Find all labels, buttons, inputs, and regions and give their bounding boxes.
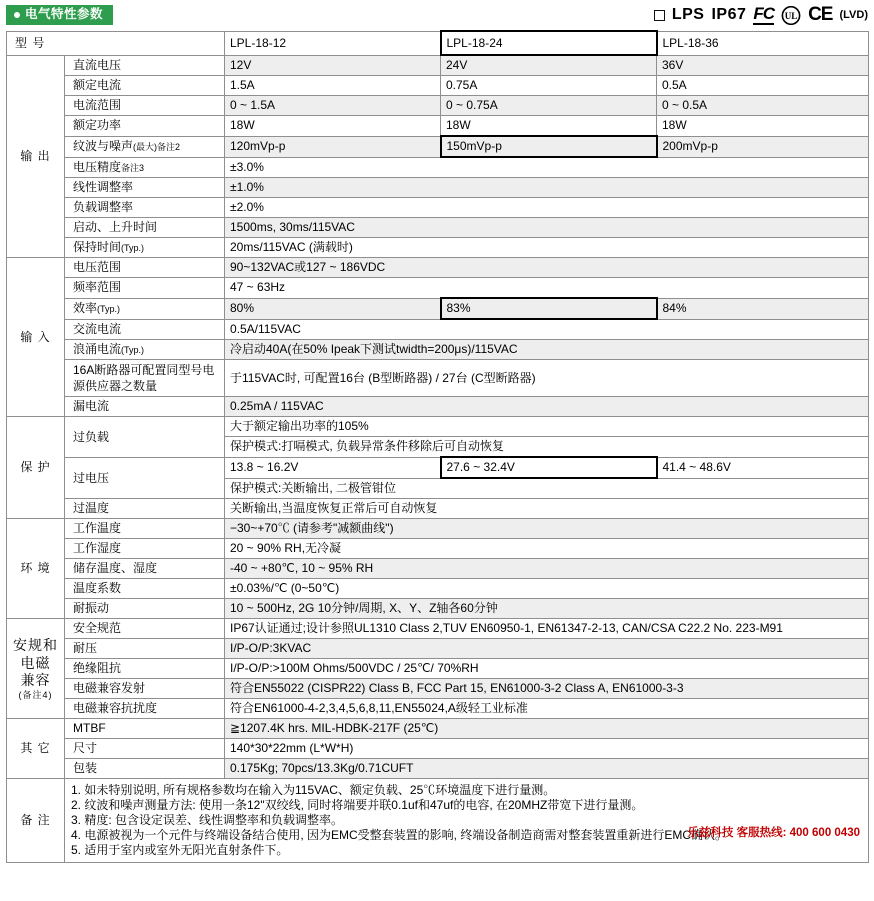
spec-value-3: 36V — [657, 55, 869, 76]
spec-item-label: 16A断路器可配置同型号电源供应器之数量 — [65, 360, 225, 397]
spec-item-label: 尺寸 — [65, 739, 225, 759]
table-row — [7, 457, 869, 478]
table-row — [7, 719, 869, 739]
spec-value: 0.5A/115VAC — [225, 319, 869, 340]
spec-value: ±2.0% — [225, 198, 869, 218]
note-line-4: 4. 电源被视为一个元件与终端设备结合使用, 因为EMC受整套装置的影响, 终端设备制造商需对整套装置重新进行EMC确认。 — [71, 828, 728, 843]
spec-value: 140*30*22mm (L*W*H) — [225, 739, 869, 759]
spec-value: ±3.0% — [225, 157, 869, 178]
category-safety: 安规和 电磁 兼容 (备注4) — [7, 619, 65, 719]
spec-value-1: 120mVp-p — [225, 136, 441, 157]
spec-item-label: 直流电压 — [65, 55, 225, 76]
spec-value-3: 18W — [657, 116, 869, 137]
spec-value: 1500ms, 30ms/115VAC — [225, 218, 869, 238]
spec-value-2: 27.6 ~ 32.4V — [441, 457, 657, 478]
category-protection: 保 护 — [7, 417, 65, 519]
spec-value-3: 0.5A — [657, 76, 869, 96]
certification-marks — [654, 4, 868, 26]
spec-value: IP67认证通过;设计参照UL1310 Class 2,TUV EN60950-1, EN61347-2-13, CAN/CSA C22.2 No. 223-M91 — [225, 619, 869, 639]
category-output: 输 出 — [7, 55, 65, 258]
table-row — [7, 539, 869, 559]
lps-mark: LPS — [671, 6, 705, 23]
table-row — [7, 258, 869, 278]
spec-item-label: 漏电流 — [65, 397, 225, 417]
table-row — [7, 136, 869, 157]
spec-value: 90~132VAC或127 ~ 186VDC — [225, 258, 869, 278]
table-header-row — [7, 31, 869, 55]
spec-item-label: 耐压 — [65, 639, 225, 659]
spec-item-label: 频率范围 — [65, 278, 225, 299]
table-row — [7, 340, 869, 360]
spec-value-2: 150mVp-p — [441, 136, 657, 157]
spec-value-3: 84% — [657, 298, 869, 319]
spec-value: 10 ~ 500Hz, 2G 10分钟/周期, X、Y、Z轴各60分钟 — [225, 599, 869, 619]
model-name-2: LPL-18-24 — [441, 31, 657, 55]
note-line-1: 1. 如未特别说明, 所有规格参数均在输入为115VAC、额定负载、25℃环境温度下进行量测。 — [71, 783, 556, 798]
table-row — [7, 759, 869, 779]
svg-text:UL: UL — [784, 10, 798, 21]
table-row — [7, 298, 869, 319]
lvd-label: (LVD) — [839, 9, 868, 21]
remark-row — [7, 779, 869, 863]
spec-value-3: 0 ~ 0.5A — [657, 96, 869, 116]
category-input: 输 入 — [7, 258, 65, 417]
fcc-icon: FC — [753, 4, 775, 23]
table-row — [7, 116, 869, 137]
spec-value: 于115VAC时, 可配置16台 (B型断路器) / 27台 (C型断路器) — [225, 360, 869, 397]
table-row — [7, 579, 869, 599]
spec-value: ±1.0% — [225, 178, 869, 198]
spec-item-label: 温度系数 — [65, 579, 225, 599]
spec-item-label: 浪涌电流(Typ.) — [65, 340, 225, 360]
spec-value: 47 ~ 63Hz — [225, 278, 869, 299]
section-title-label: 电气特性参数 — [25, 7, 104, 22]
note-line-2: 2. 纹波和噪声测量方法: 使用一条12"双绞线, 同时将端要并联0.1uf和47uf的电容, 在20MHZ带宽下进行量测。 — [71, 798, 644, 813]
ul-icon — [781, 6, 801, 25]
spec-value: ≧1207.4K hrs. MIL-HDBK-217F (25℃) — [225, 719, 869, 739]
spec-item-label: 线性调整率 — [65, 178, 225, 198]
table-row — [7, 55, 869, 76]
spec-value: I/P-O/P:3KVAC — [225, 639, 869, 659]
spec-value: I/P-O/P:>100M Ohms/500VDC / 25℃/ 70%RH — [225, 659, 869, 679]
spec-value-1: 1.5A — [225, 76, 441, 96]
spec-value-2: 0 ~ 0.75A — [441, 96, 657, 116]
table-row — [7, 76, 869, 96]
table-row — [7, 360, 869, 397]
table-row — [7, 198, 869, 218]
table-row — [7, 619, 869, 639]
spec-value: −30~+70℃ (请参考"减额曲线") — [225, 519, 869, 539]
table-row — [7, 739, 869, 759]
table-body — [7, 31, 869, 863]
spec-value: 0.175Kg; 70pcs/13.3Kg/0.71CUFT — [225, 759, 869, 779]
spec-value-3: 200mVp-p — [657, 136, 869, 157]
service-hotline: 乐兹科技 客服热线: 400 600 0430 — [687, 827, 860, 839]
spec-item-label: 电磁兼容抗扰度 — [65, 699, 225, 719]
note-line-5: 5. 适用于室内或室外无阳光直射条件下。 — [71, 843, 289, 858]
category-environment: 环 境 — [7, 519, 65, 619]
spec-value-1: 80% — [225, 298, 441, 319]
category-other: 其 它 — [7, 719, 65, 779]
section-title-tab — [6, 5, 113, 25]
table-row — [7, 499, 869, 519]
table-row — [7, 238, 869, 258]
category-remark: 备 注 — [7, 779, 65, 863]
table-row — [7, 639, 869, 659]
spec-item-label: 额定功率 — [65, 116, 225, 137]
table-row — [7, 319, 869, 340]
spec-value: 20ms/115VAC (满载时) — [225, 238, 869, 258]
page-header — [6, 4, 868, 26]
spec-value-1: 0 ~ 1.5A — [225, 96, 441, 116]
table-row — [7, 218, 869, 238]
bullet-icon — [14, 12, 20, 18]
spec-item-label: 耐振动 — [65, 599, 225, 619]
table-row — [7, 397, 869, 417]
spec-value-1: 18W — [225, 116, 441, 137]
spec-item-label: 包装 — [65, 759, 225, 779]
spec-value: 关断输出,当温度恢复正常后可自动恢复 — [225, 499, 869, 519]
spec-value: -40 ~ +80℃, 10 ~ 95% RH — [225, 559, 869, 579]
spec-value-2: 24V — [441, 55, 657, 76]
spec-value: 0.25mA / 115VAC — [225, 397, 869, 417]
table-row — [7, 599, 869, 619]
spec-item-label: 电压范围 — [65, 258, 225, 278]
spec-item-label: MTBF — [65, 719, 225, 739]
table-row — [7, 278, 869, 299]
spec-value-2: 83% — [441, 298, 657, 319]
spec-item-label: 安全规范 — [65, 619, 225, 639]
header-left — [6, 5, 113, 25]
notes-cell — [65, 779, 869, 863]
spec-value: 保护模式:打嗝模式, 负载异常条件移除后可自动恢复 — [225, 437, 869, 458]
spec-item-label: 启动、上升时间 — [65, 218, 225, 238]
model-name-3: LPL-18-36 — [657, 31, 869, 55]
spec-item-label: 过温度 — [65, 499, 225, 519]
spec-value: ±0.03%/℃ (0~50℃) — [225, 579, 869, 599]
checkbox-icon — [654, 10, 665, 21]
spec-value: 20 ~ 90% RH,无冷凝 — [225, 539, 869, 559]
note-line-3: 3. 精度: 包含设定误差、线性调整率和负载调整率。 — [71, 813, 344, 828]
ip67-mark: IP67 — [711, 6, 747, 23]
spec-item-label: 交流电流 — [65, 319, 225, 340]
table-row — [7, 417, 869, 437]
spec-item-label: 电压精度备注3 — [65, 157, 225, 178]
spec-item-label: 额定电流 — [65, 76, 225, 96]
table-row — [7, 659, 869, 679]
spec-item-label: 绝缘阻抗 — [65, 659, 225, 679]
spec-item-label: 电磁兼容发射 — [65, 679, 225, 699]
table-row — [7, 679, 869, 699]
model-label-cell: 型 号 — [7, 31, 225, 55]
model-name-1: LPL-18-12 — [225, 31, 441, 55]
spec-item-label: 工作湿度 — [65, 539, 225, 559]
spec-value-2: 0.75A — [441, 76, 657, 96]
spec-value: 大于额定输出功率的105% — [225, 417, 869, 437]
spec-value: 保护模式:关断输出, 二极管钳位 — [225, 478, 869, 499]
spec-item-label: 纹波与噪声(最大)备注2 — [65, 136, 225, 157]
ce-icon: CE — [808, 4, 833, 25]
spec-item-label: 负载调整率 — [65, 198, 225, 218]
spec-item-label: 过电压 — [65, 457, 225, 499]
spec-item-label: 过负载 — [65, 417, 225, 458]
spec-item-label: 保持时间(Typ.) — [65, 238, 225, 258]
spec-item-label: 效率(Typ.) — [65, 298, 225, 319]
specifications-table — [6, 30, 869, 863]
table-row — [7, 699, 869, 719]
table-row — [7, 559, 869, 579]
spec-value-1: 13.8 ~ 16.2V — [225, 457, 441, 478]
spec-value-1: 12V — [225, 55, 441, 76]
table-row — [7, 519, 869, 539]
spec-value: 冷启动40A(在50% Ipeak下测试twidth=200μs)/115VAC — [225, 340, 869, 360]
table-row — [7, 157, 869, 178]
spec-item-label: 储存温度、湿度 — [65, 559, 225, 579]
spec-value: 符合EN61000-4-2,3,4,5,6,8,11,EN55024,A级轻工业标准 — [225, 699, 869, 719]
spec-item-label: 工作温度 — [65, 519, 225, 539]
spec-value: 符合EN55022 (CISPR22) Class B, FCC Part 15, EN61000-3-2 Class A, EN61000-3-3 — [225, 679, 869, 699]
spec-value-2: 18W — [441, 116, 657, 137]
table-row — [7, 178, 869, 198]
table-row — [7, 96, 869, 116]
spec-item-label: 电流范围 — [65, 96, 225, 116]
spec-value-3: 41.4 ~ 48.6V — [657, 457, 869, 478]
